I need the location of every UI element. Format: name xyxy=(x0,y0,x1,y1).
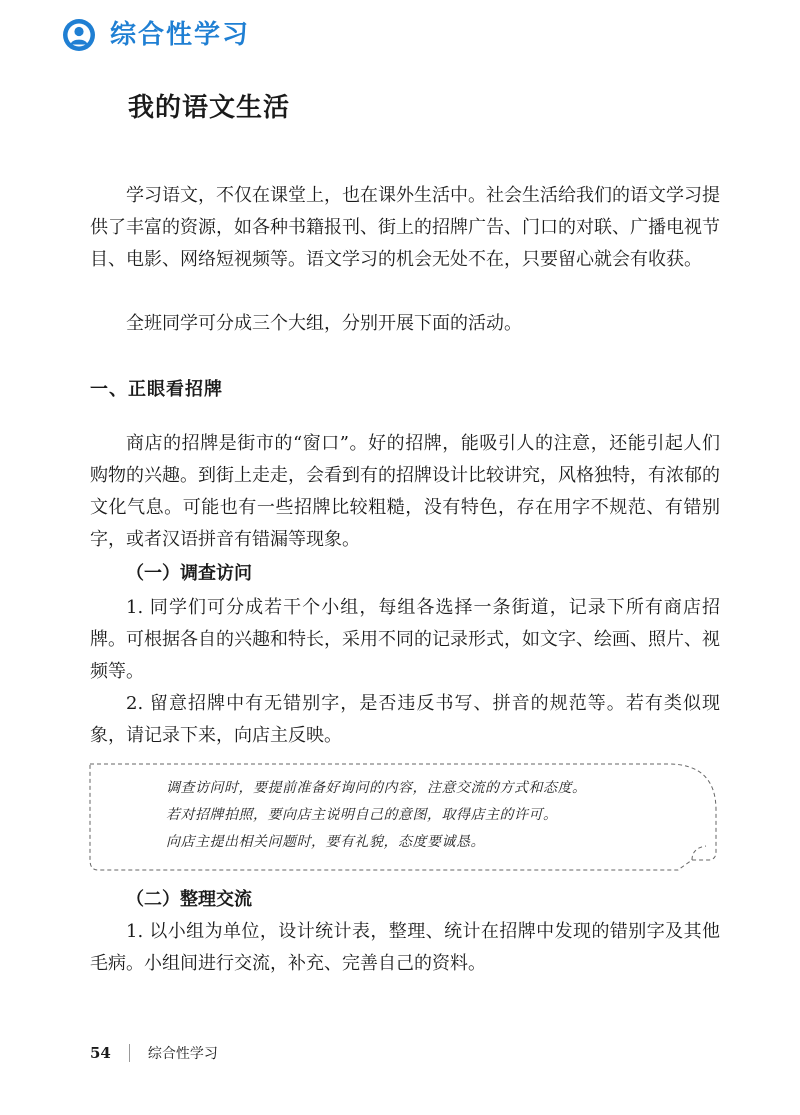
intro-paragraph: 全班同学可分成三个大组，分别开展下面的活动。 xyxy=(126,313,522,334)
tip-line: 向店主提出相关问题时，要有礼貌，态度要诚恳。 xyxy=(166,834,485,850)
subsection-title: （二）整理交流 xyxy=(126,889,252,910)
tips-box xyxy=(88,760,722,872)
list-item: 1. 同学们可分成若干个小组，每组各选择一条街道，记录下所有商店招牌。可根据各自的兴趣和特长，采用不同的记录形式，如文字、绘画、照片、视频等。 xyxy=(90,597,720,682)
footer-divider xyxy=(129,1044,130,1062)
part-heading: 一、正眼看招牌 xyxy=(90,379,223,400)
subsection-title: （一）调查访问 xyxy=(126,563,252,584)
section-header xyxy=(62,18,250,52)
page-footer xyxy=(90,1043,218,1063)
part-intro-paragraph: 商店的招牌是街市的“窗口”。好的招牌，能吸引人的注意，还能引起人们购物的兴趣。到街上走走，会看到有的招牌设计比较讲究，风格独特，有浓郁的文化气息。可能也有一些招牌比较粗糙，没有特色，存在用字不规范、有错别字，或者汉语拼音有错漏等现象。 xyxy=(90,433,720,550)
intro-paragraph: 学习语文，不仅在课堂上，也在课外生活中。社会生活给我们的语文学习提供了丰富的资源，如各种书籍报刊、街上的招牌广告、门口的对联、广播电视节目、电影、网络短视频等。语文学习的机会无处不在，只要留心就会有收获。 xyxy=(90,185,720,270)
list-item: 2. 留意招牌中有无错别字，是否违反书写、拼音的规范等。若有类似现象，请记录下来，向店主反映。 xyxy=(90,693,720,746)
person-circle-icon xyxy=(62,18,96,52)
tip-line: 调查访问时，要提前准备好询问的内容，注意交流的方式和态度。 xyxy=(166,780,587,796)
tip-line: 若对招牌拍照，要向店主说明自己的意图，取得店主的许可。 xyxy=(166,807,558,823)
page-number: 54 xyxy=(90,1044,111,1062)
list-item: 1. 以小组为单位，设计统计表，整理、统计在招牌中发现的错别字及其他毛病。小组间进行交流，补充、完善自己的资料。 xyxy=(90,921,720,974)
section-title: 综合性学习 xyxy=(110,20,251,50)
page-title: 我的语文生活 xyxy=(128,93,291,123)
footer-label: 综合性学习 xyxy=(147,1046,218,1062)
